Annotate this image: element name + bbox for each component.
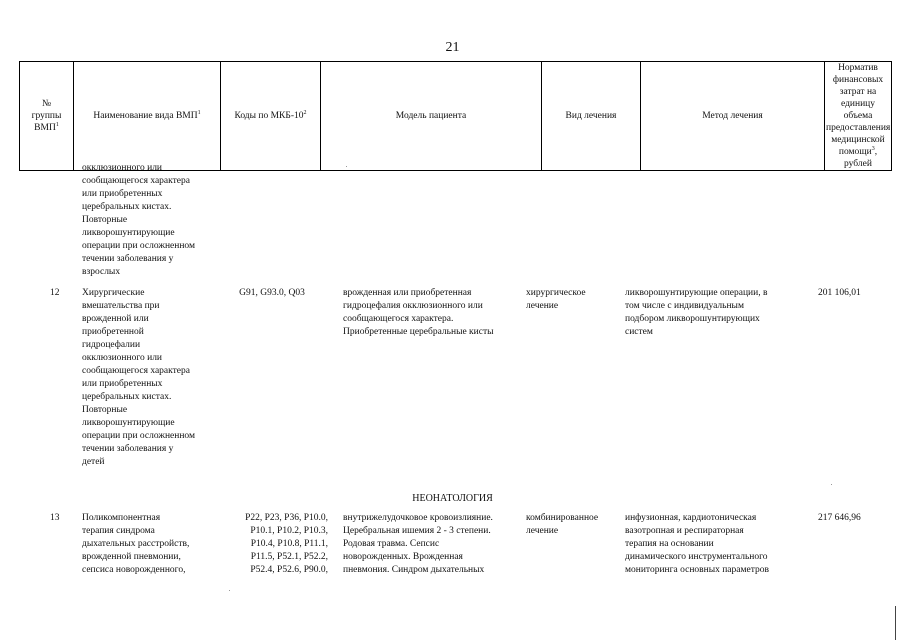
row13-treatment-type: комбинированное лечение: [526, 513, 599, 536]
header-vmp-name: Наименование вида ВМП$^1$: [74, 62, 221, 171]
row13-patient-model: внутрижелудочковое кровоизлияние. Церебральная ишемия 2 - 3 степени. Родовая травма. Сепсис новорожденных. Врожденная пневмония. Синдром дыхательных: [343, 513, 493, 575]
row12-treatment-method: ликворошунтирующие операции, в том числе с индивидуальным подбором ликворошунтирующих систем: [625, 288, 768, 337]
header-treatment-type: Вид лечения: [542, 62, 641, 171]
row13-number: 13: [50, 513, 60, 523]
header-treatment-method: Метод лечения: [641, 62, 825, 171]
continuation-vmp-name: окклюзионного или сообщающегося характера или приобретенных церебральных кистах. Повторные ликворошунтирующие операции при осложненном течении заболевания у взрослых: [82, 163, 196, 277]
row12-number: 12: [50, 288, 60, 298]
row13-vmp-name: Поликомпонентная терапия синдрома дыхательных расстройств, врожденной пневмонии, сепсиса новорожденного,: [82, 513, 190, 575]
header-icd-codes: Коды по МКБ-$10^2$: [221, 62, 321, 171]
scan-speck: [229, 590, 230, 591]
row12-patient-model: врожденная или приобретенная гидроцефалия окклюзионного или сообщающегося характера. Приобретенные церебральные кисты: [343, 288, 494, 337]
scan-speck: [346, 166, 347, 167]
row13-treatment-method: инфузионная, кардиотоническая вазотропная и респираторная терапия на основании динамического инструментального мониторинга основных параметров: [625, 513, 769, 575]
row12-treatment-type: хирургическое лечение: [526, 288, 586, 311]
table-header: [19, 61, 892, 171]
page-number: 21: [445, 40, 460, 55]
row12-vmp-name: Хирургические вмешательства при врожденной или приобретенной гидроцефалии окклюзионного или сообщающегося характера или приобретенных церебральных кистах. Повторные ликворошунтирующие операции при осложненном течении заболевания у детей: [82, 288, 196, 467]
row13-cost: 217 646,96: [818, 513, 861, 523]
row12-icd-codes: G91, G93.0, Q03: [239, 288, 305, 298]
section-title-neonatology: НЕОНАТОЛОГИЯ: [412, 493, 493, 504]
row12-cost: 201 106,01: [818, 288, 861, 298]
row13-icd-codes: P22, P23, P36, P10.0, P10.1, P10.2, P10.3, P10.4, P10.8, P11.1, P11.5, P52.1, P52.2, P52.4, P52.6, P90.0,: [245, 513, 328, 575]
header-group-number: № группы ВМП$^1$: [20, 62, 74, 171]
scan-edge-line: [895, 606, 896, 640]
scan-speck: [831, 484, 832, 485]
header-cost-standard: Норматив финансовых затрат на единицу объема предоставления медицинской помощи$^3$, рублей: [826, 63, 891, 169]
header-patient-model: Модель пациента: [321, 62, 542, 171]
